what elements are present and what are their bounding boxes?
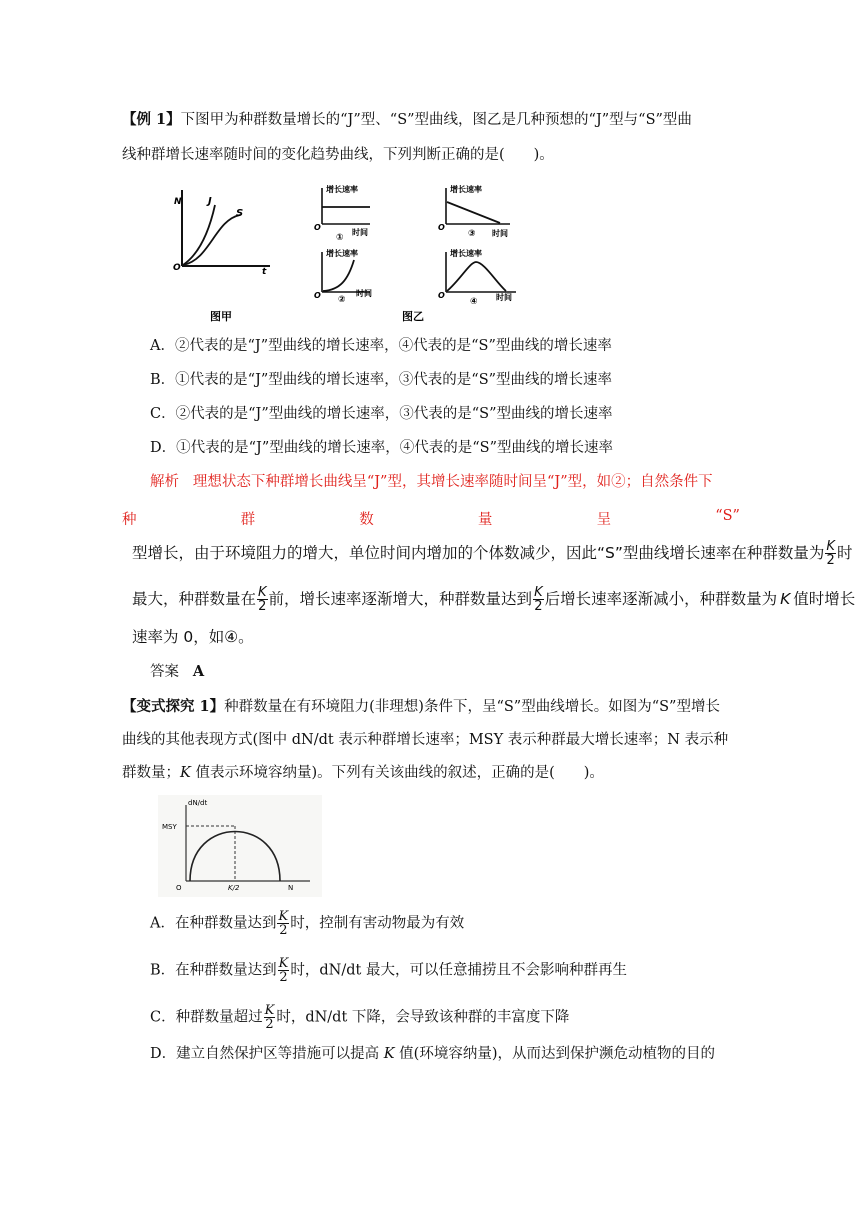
fraction-k-over-2: $\frac{K}{2}$ [826,539,835,568]
figure-yi-panel-4 [402,248,516,323]
answer-value: A [192,663,205,680]
example2-option-b: B．在种群数量达到 $\frac{K}{2}$ 时，dN/dt 最大，可以任意捕捞且不会影响种群再生 [150,956,627,985]
example2-option-a: A．在种群数量达到 $\frac{K}{2}$ 时，控制有害动物最为有效 [150,909,465,938]
svg-text:③: ③ [468,229,476,239]
example1-tag: 【例 1】 [122,111,181,128]
example1-option-b: B．①代表的是“J”型曲线的增长速率，③代表的是“S”型曲线的增长速率 [150,372,613,388]
fraction-k-over-2: $\frac{K}{2}$ [278,909,289,938]
example1-option-c: C．②代表的是“J”型曲线的增长速率，③代表的是“S”型曲线的增长速率 [150,406,613,422]
analysis-label: 解析 [150,474,179,490]
fraction-k-over-2: $\frac{K}{2}$ [534,585,543,614]
analysis-scan-line1: 型增长，由于环境阻力的增大，单位时间内增加的个体数减少，因此“S”型曲线增长速率在种群数量为 $\frac{K}{2}$ 时 [132,539,853,568]
example2-figure [158,795,322,897]
svg-text:时间: 时间 [352,228,368,237]
t-axis-label: t [262,267,267,277]
svg-text:O: O [314,223,321,232]
svg-text:O: O [438,291,445,300]
svg-text:②: ② [338,295,346,305]
y-axis-label: dN/dt [188,799,208,807]
svg-text:O: O [314,291,321,300]
figure-jia [173,190,270,323]
figure-jia-label: 图甲 [210,310,232,323]
k-half-label: K/2 [228,884,240,892]
svg-text:O: O [438,223,445,232]
fraction-k-over-2: $\frac{K}{2}$ [264,1003,275,1032]
fraction-k-over-2: $\frac{K}{2}$ [258,585,267,614]
origin-label: O [173,263,181,273]
analysis-scan-line3: 速率为 0，如④。 [132,628,254,646]
figure-yi-panel-3 [438,184,510,239]
example2-stem-line3: 群数量；K 值表示环境容纳量)。下列有关该曲线的叙述，正确的是( )。 [122,765,604,781]
svg-text:时间: 时间 [496,293,512,302]
svg-text:④: ④ [470,297,478,307]
example2-stem-line1: 【变式探究 1】种群数量在有环境阻力(非理想)条件下，呈“S”型曲线增长。如图为“S”型增长 [122,698,720,715]
analysis-scan-line2: 最大，种群数量在 $\frac{K}{2}$ 前，增长速率逐渐增大，种群数量达到 $\frac{K}{2}$ 后增长速率逐渐减小，种群数量为 K 值时增长 [132,585,856,614]
msy-label: MSY [162,823,177,831]
example2-option-c: C．种群数量超过 $\frac{K}{2}$ 时，dN/dt 下降，会导致该种群的丰富度下降 [150,1003,570,1032]
svg-text:增长速率: 增长速率 [450,249,482,258]
x-axis-label: N [288,884,294,892]
figure-yi-label: 图乙 [402,310,424,323]
n-axis-label: N [174,197,182,207]
example1-stem-line2: 线种群增长速率随时间的变化趋势曲线，下列判断正确的是( )。 [122,147,554,163]
svg-text:时间: 时间 [356,289,372,298]
example1-option-d: D．①代表的是“J”型曲线的增长速率，④代表的是“S”型曲线的增长速率 [150,440,614,456]
figure-yi-panel-1 [314,184,370,243]
example1-option-a: A．②代表的是“J”型曲线的增长速率，④代表的是“S”型曲线的增长速率 [150,338,612,354]
figure-yi-panel-2 [314,248,372,305]
svg-text:①: ① [336,233,344,243]
j-curve-label: J [208,196,212,207]
svg-text:增长速率: 增长速率 [326,185,358,194]
origin-label: O [176,884,182,892]
example2-option-d: D．建立自然保护区等措施可以提高 K 值(环境容纳量)，从而达到保护濒危动植物的目的 [150,1046,715,1062]
example1-figure [170,180,530,330]
svg-text:增长速率: 增长速率 [326,249,358,258]
s-curve-label: S [236,208,244,219]
answer-line [150,662,204,682]
fraction-k-over-2: $\frac{K}{2}$ [278,956,289,985]
example1-stem-line1: 【例 1】下图甲为种群数量增长的“J”型、“S”型曲线，图乙是几种预想的“J”型与“S”型曲 [122,111,692,128]
svg-text:时间: 时间 [492,229,508,238]
example2-tag: 【变式探究 1】 [122,698,225,715]
analysis-line2: 种 群 数 量 呈 “S” [122,508,740,528]
analysis-line1: 解析 理想状态下种群增长曲线呈“J”型，其增长速率随时间呈“J”型，如②；自然条件下 [150,474,713,490]
answer-label: 答案 [150,664,179,680]
svg-text:增长速率: 增长速率 [450,185,482,194]
example2-stem-line2: 曲线的其他表现方式(图中 dN/dt 表示种群增长速率；MSY 表示种群最大增长速率；N 表示种 [122,732,729,748]
